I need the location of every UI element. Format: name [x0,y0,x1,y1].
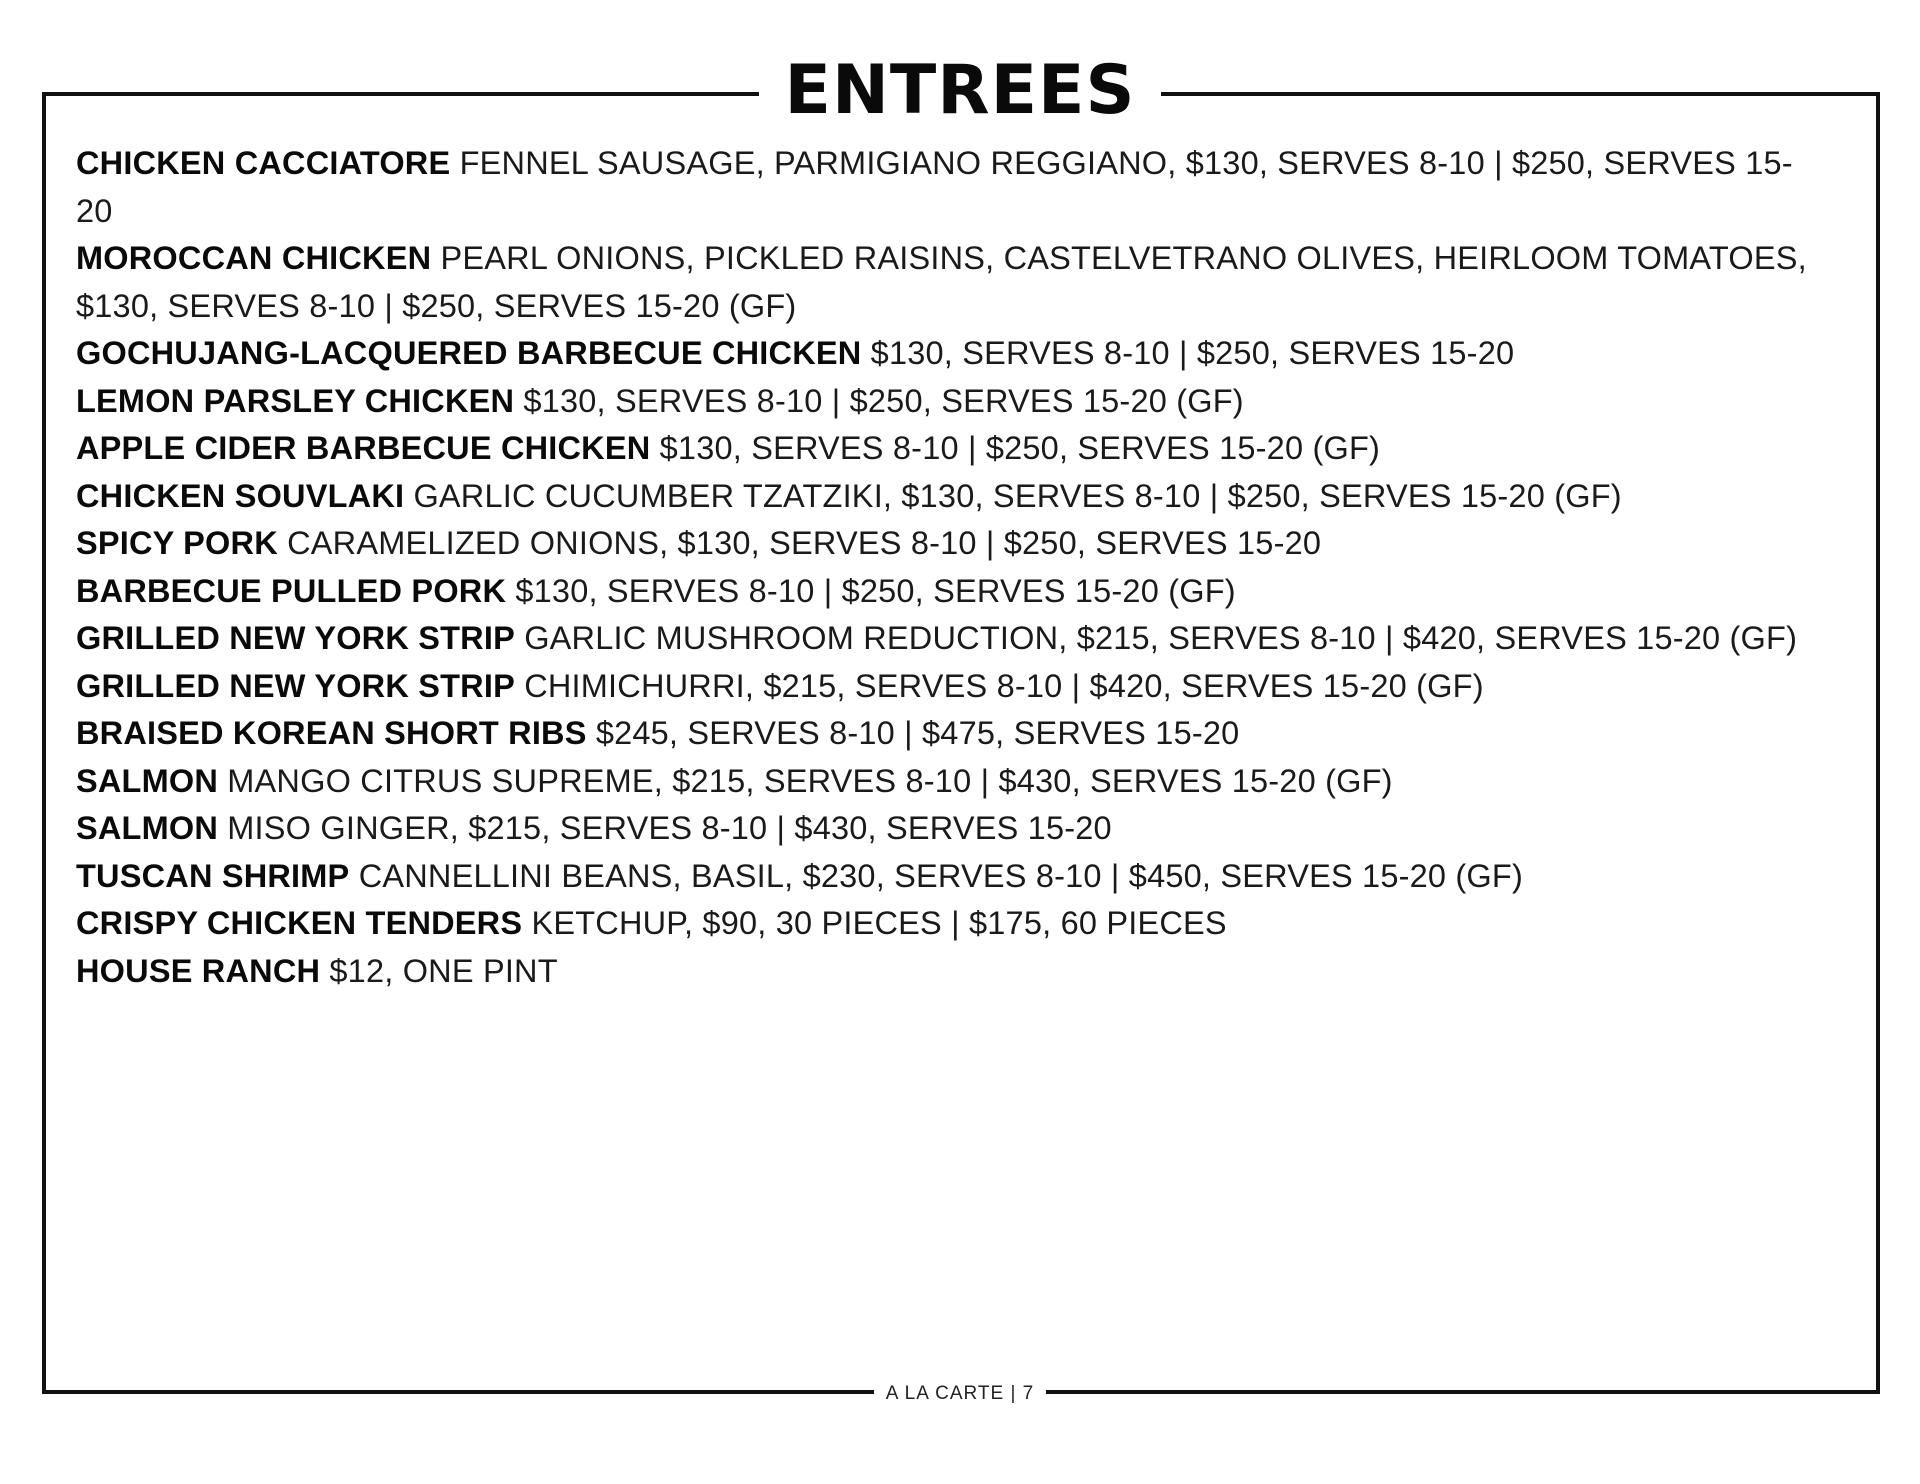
menu-list [76,140,1816,995]
menu-item-description: MANGO CITRUS SUPREME, $215, SERVES 8-10 | $430, SERVES 15-20 (GF) [227,762,1393,799]
menu-item-name: BRAISED KOREAN SHORT RIBS [76,715,587,751]
menu-item-name: GRILLED NEW YORK STRIP [76,667,515,704]
menu-item-name: BARBECUE PULLED PORK [76,572,507,609]
menu-item-description: $130, SERVES 8-10 | $250, SERVES 15-20 (GF) [523,382,1244,419]
menu-item [76,568,1816,616]
menu-item-description: MISO GINGER, $215, SERVES 8-10 | $430, SERVES 15-20 [227,810,1112,846]
menu-item-name: SALMON [76,810,219,846]
menu-item [76,710,1816,758]
menu-item-name: APPLE CIDER BARBECUE CHICKEN [76,430,651,466]
menu-item-name: GRILLED NEW YORK STRIP [76,620,515,656]
menu-item-description: $245, SERVES 8-10 | $475, SERVES 15-20 [595,715,1240,751]
menu-item [76,330,1816,378]
menu-item-name: SPICY PORK [76,525,278,561]
menu-item-name: CHICKEN CACCIATORE [76,145,451,181]
menu-item [76,663,1816,711]
menu-item [76,853,1816,901]
menu-item-description: GARLIC MUSHROOM REDUCTION, $215, SERVES 8-10 | $420, SERVES 15-20 (GF) [524,620,1798,656]
menu-item-description: CANNELLINI BEANS, BASIL, $230, SERVES 8-10 | $450, SERVES 15-20 (GF) [358,857,1523,894]
menu-item [76,615,1816,663]
menu-item [76,140,1816,235]
menu-item-description: FENNEL SAUSAGE, PARMIGIANO REGGIANO, $130, SERVES 8-10 | $250, SERVES 15-20 [76,145,1793,229]
menu-item-description: CARAMELIZED ONIONS, $130, SERVES 8-10 | $250, SERVES 15-20 [287,525,1322,561]
menu-item [76,235,1816,330]
page-title: ENTREES [759,48,1162,134]
menu-item-name: HOUSE RANCH [76,952,321,989]
menu-item-name: CHICKEN SOUVLAKI [76,477,405,514]
menu-item-description: PEARL ONIONS, PICKLED RAISINS, CASTELVETRANO OLIVES, HEIRLOOM TOMATOES, $130, SERVES 8-10 | $250, SERVES 15-20 (GF) [76,240,1807,324]
menu-item-description: KETCHUP, $90, 30 PIECES | $175, 60 PIECES [531,905,1227,941]
title-container [0,48,1920,134]
menu-item-description: GARLIC CUCUMBER TZATZIKI, $130, SERVES 8-10 | $250, SERVES 15-20 (GF) [413,477,1622,514]
menu-item-name: CRISPY CHICKEN TENDERS [76,905,523,941]
menu-item-name: MOROCCAN CHICKEN [76,240,432,276]
menu-item-name: SALMON [76,762,219,799]
menu-item-description: $130, SERVES 8-10 | $250, SERVES 15-20 [870,335,1515,371]
menu-item-description: $130, SERVES 8-10 | $250, SERVES 15-20 (GF) [515,572,1236,609]
menu-item-description: $130, SERVES 8-10 | $250, SERVES 15-20 (GF) [659,430,1381,466]
menu-item-name: TUSCAN SHRIMP [76,857,350,894]
footer-container [0,1380,1920,1408]
menu-item [76,520,1816,568]
menu-item-description: CHIMICHURRI, $215, SERVES 8-10 | $420, SERVES 15-20 (GF) [524,667,1484,704]
menu-item [76,758,1816,806]
menu-item [76,805,1816,853]
menu-item [76,900,1816,948]
menu-item [76,378,1816,426]
menu-item-name: GOCHUJANG-LACQUERED BARBECUE CHICKEN [76,335,862,371]
menu-item-description: $12, ONE PINT [329,952,558,989]
menu-item [76,473,1816,521]
menu-item-name: LEMON PARSLEY CHICKEN [76,382,515,419]
page-footer: A LA CARTE | 7 [874,1380,1046,1408]
menu-item [76,425,1816,473]
menu-item [76,948,1816,996]
